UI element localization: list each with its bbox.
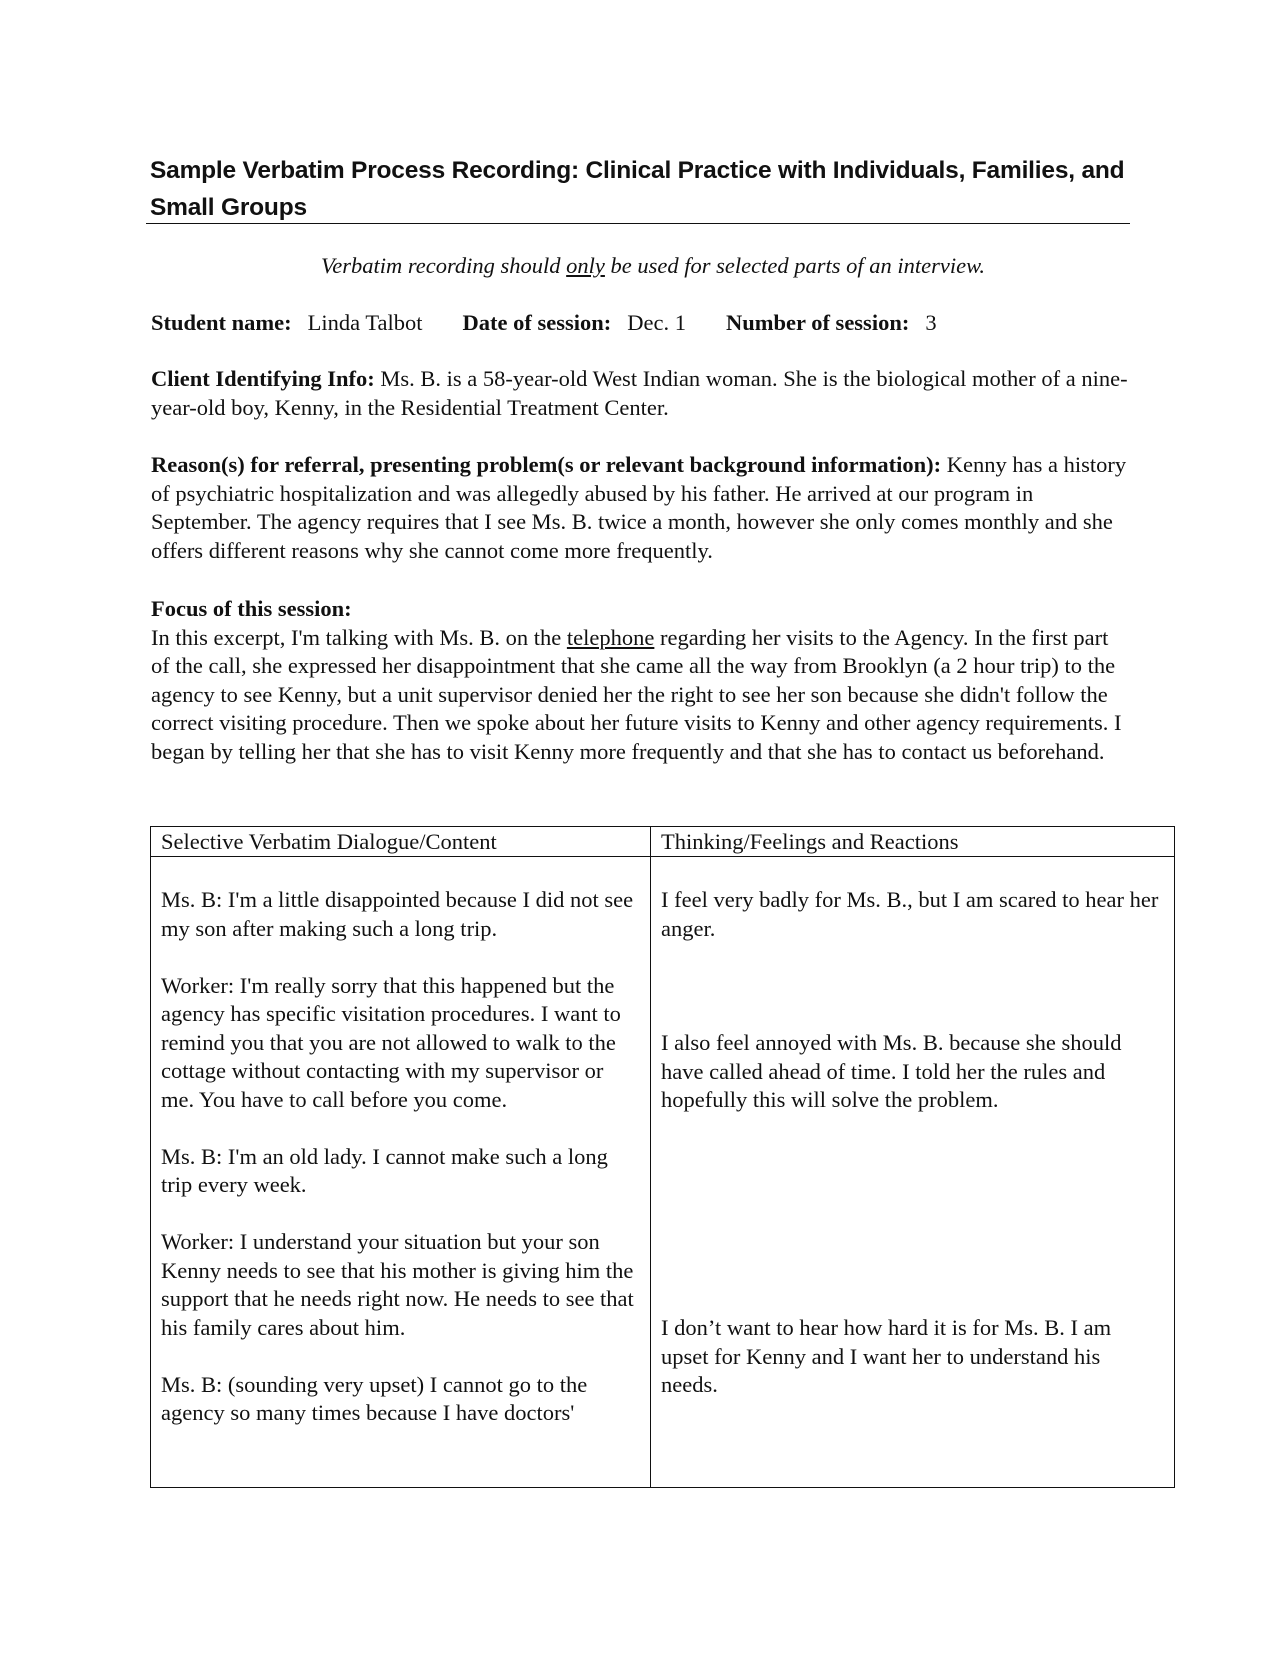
dialogue-line: Worker: I understand your situation but your son Kenny needs to see that his mother is giving him the support that he needs right now. He needs to see that his family cares about him. <box>161 1229 634 1340</box>
title-underline <box>146 223 1130 224</box>
dialogue-cell <box>151 857 651 1488</box>
session-number-value: 3 <box>925 310 937 335</box>
note-text-start: Verbatim recording should <box>320 253 567 278</box>
verbatim-note <box>0 252 1280 280</box>
client-info-paragraph <box>151 365 1131 422</box>
session-focus-label: Focus of this session: <box>151 596 352 621</box>
session-focus-text-end: regarding her visits to the Agency. In the first part of the call, she expressed her disappointment that she came all the way from Brooklyn (a 2 hour trip) to the agency to see Kenny, but a unit supervisor denied her the right to see her son because she didn't follow the correct visiting procedure. Then we spoke about her future visits to Kenny and other agency requirements. I began by telling her that she has to visit Kenny more frequently and that she has to contact us beforehand. <box>151 624 1122 764</box>
reaction-entry: I don’t want to hear how hard it is for Ms. B. I am upset for Kenny and I want her to understand his needs. <box>661 1315 1112 1397</box>
document-title: Sample Verbatim Process Recording: Clinical Practice with Individuals, Families, and Small Groups <box>150 157 1125 221</box>
referral-reason-text: Kenny has a history of psychiatric hospitalization and was allegedly abused by his father. He arrived at our program in September. The agency requires that I see Ms. B. twice a month, however she only comes monthly and she offers different reasons why she cannot come more frequently. <box>151 452 1127 563</box>
note-text-end: be used for selected parts of an interview. <box>604 253 986 278</box>
session-focus-paragraph <box>151 595 1131 766</box>
telephone-underlined: telephone <box>566 624 655 650</box>
student-name-label: Student name: <box>151 310 292 335</box>
reactions-column-header: Thinking/Feelings and Reactions <box>651 827 1175 857</box>
table-row <box>151 857 1175 1488</box>
client-info-label: Client Identifying Info: <box>151 366 375 391</box>
referral-reason-paragraph <box>151 451 1131 565</box>
dialogue-line: Worker: I'm really sorry that this happened but the agency has specific visitation procedures. I want to remind you that you are not allowed to walk to the cottage without contacting with my supervisor or me. You have to call before you come. <box>161 972 621 1112</box>
session-focus-text-start: In this excerpt, I'm talking with Ms. B. on the <box>151 624 567 650</box>
verbatim-table <box>150 826 1175 1488</box>
reaction-entry: I also feel annoyed with Ms. B. because she should have called ahead of time. I told her the rules and hopefully this will solve the problem. <box>661 1030 1122 1112</box>
dialogue-line: Ms. B: I'm a little disappointed because I did not see my son after making such a long trip. <box>161 887 634 941</box>
client-info-text: Ms. B. is a 58-year-old West Indian woman. She is the biological mother of a nine-year-old boy, Kenny, in the Residential Treatment Center. <box>151 366 1128 420</box>
session-date-value: Dec. 1 <box>627 310 686 335</box>
dialogue-column-header: Selective Verbatim Dialogue/Content <box>151 827 651 857</box>
dialogue-line: Ms. B: (sounding very upset) I cannot go to the agency so many times because I have doctors' <box>161 1371 588 1425</box>
dialogue-line: Ms. B: I'm an old lady. I cannot make such a long trip every week. <box>161 1143 608 1197</box>
session-details <box>151 309 937 337</box>
student-name-value: Linda Talbot <box>307 310 423 335</box>
note-emphasis: only <box>566 253 605 278</box>
session-number-label: Number of session: <box>725 310 910 335</box>
reaction-entry: I feel very badly for Ms. B., but I am scared to hear her anger. <box>661 887 1159 941</box>
referral-reason-label: Reason(s) for referral, presenting problem(s or relevant background information): <box>151 452 942 477</box>
session-date-label: Date of session: <box>462 310 612 335</box>
reactions-cell <box>651 857 1175 1488</box>
table-header-row <box>151 827 1175 857</box>
